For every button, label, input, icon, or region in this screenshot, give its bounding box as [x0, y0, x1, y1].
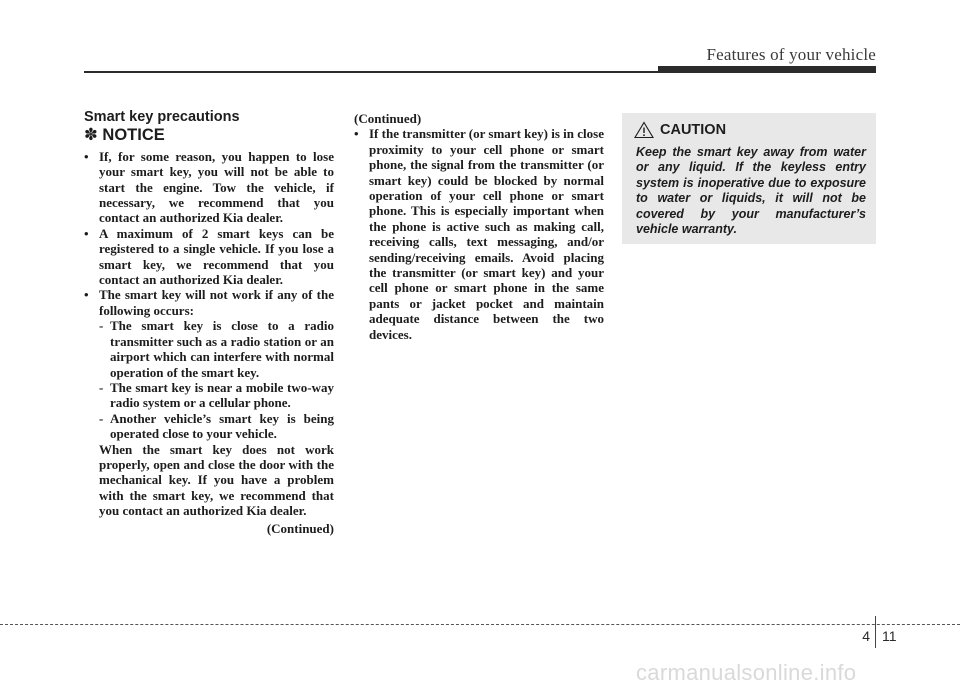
- caution-header: [634, 121, 726, 139]
- column-middle: [354, 111, 604, 342]
- bullet-icon: •: [354, 126, 359, 142]
- dash-icon: -: [99, 379, 104, 395]
- dash-icon: -: [99, 410, 104, 426]
- continued-label: (Continued): [266, 520, 334, 536]
- column-left: [84, 110, 334, 536]
- list-item: [84, 287, 334, 318]
- list-item-text: If the transmitter (or smart key) is in close proximity to your cell phone or smart phone, the signal from the transmitter (or smart key) could be blocked by normal operation of your cell phone or smart phone. This is especially important when the phone is active such as making call, receiving calls, text messaging, and/or sending/receiving emails. Avoid placing the transmitter (or smart key) and your cell phone or smart phone in the same pants or jacket pocket and maintain adequate distance between the two devices.: [369, 126, 604, 342]
- notice-symbol-icon: ✽: [84, 126, 98, 145]
- sub-list: [84, 318, 334, 518]
- chapter-number: 4: [862, 628, 870, 644]
- sub-list-item-text: The smart key is near a mobile two-way radio system or a cellular phone.: [110, 379, 334, 411]
- list-item-text: If, for some reason, you happen to lose your smart key, you will not be able to start the engine. Tow the vehicle, if necessary, we recommend that you contact an authorized Kia dealer.: [99, 148, 334, 226]
- paragraph: When the smart key does not work properly, open and close the door with the mechanical key. If you have a problem with the smart key, we recommend that you contact an authorized Kia dealer.: [99, 441, 334, 519]
- list-item: [84, 226, 334, 288]
- caution-box: [622, 113, 876, 244]
- list-item: [84, 149, 334, 226]
- bullet-icon: •: [84, 287, 89, 303]
- list-item-text: A maximum of 2 smart keys can be registered to a single vehicle. If you lose a smart key, we recommend that you contact an authorized Kia dealer.: [99, 225, 334, 288]
- continued-label: (Continued): [354, 111, 422, 126]
- header-title: Features of your vehicle: [706, 45, 876, 64]
- footer-rule: [0, 624, 960, 625]
- list-item-text: The smart key will not work if any of the following occurs:: [99, 287, 334, 318]
- sub-list-item-text: Another vehicle’s smart key is being operated close to your vehicle.: [110, 410, 334, 442]
- footer-divider: [875, 616, 876, 648]
- sub-list-item: [99, 318, 334, 380]
- sub-list-item-text: The smart key is close to a radio transmitter such as a radio station or an airport which can interfere with normal operation of the smart key.: [110, 318, 334, 380]
- sub-list-item: [99, 380, 334, 411]
- watermark: carmanualsonline.info: [636, 660, 857, 685]
- warning-triangle-icon: [634, 121, 654, 139]
- list-item: [354, 126, 604, 342]
- sub-list-item: [99, 411, 334, 442]
- page-number: 11: [882, 628, 897, 644]
- section-heading: Smart key precautions: [84, 109, 240, 125]
- caution-title: CAUTION: [660, 122, 727, 138]
- notice-label: NOTICE: [102, 126, 165, 145]
- header-rule: [84, 71, 658, 73]
- dash-icon: -: [99, 318, 104, 334]
- notice-heading: [84, 128, 334, 143]
- bullet-icon: •: [84, 225, 89, 241]
- caution-text: Keep the smart key away from water or any liquid. If the keyless entry system is inoperative due to exposure to water or liquids, it will not be covered by your manufacturer’s vehicle warranty.: [636, 145, 866, 237]
- bullet-icon: •: [84, 148, 89, 164]
- header-tab: [658, 66, 876, 73]
